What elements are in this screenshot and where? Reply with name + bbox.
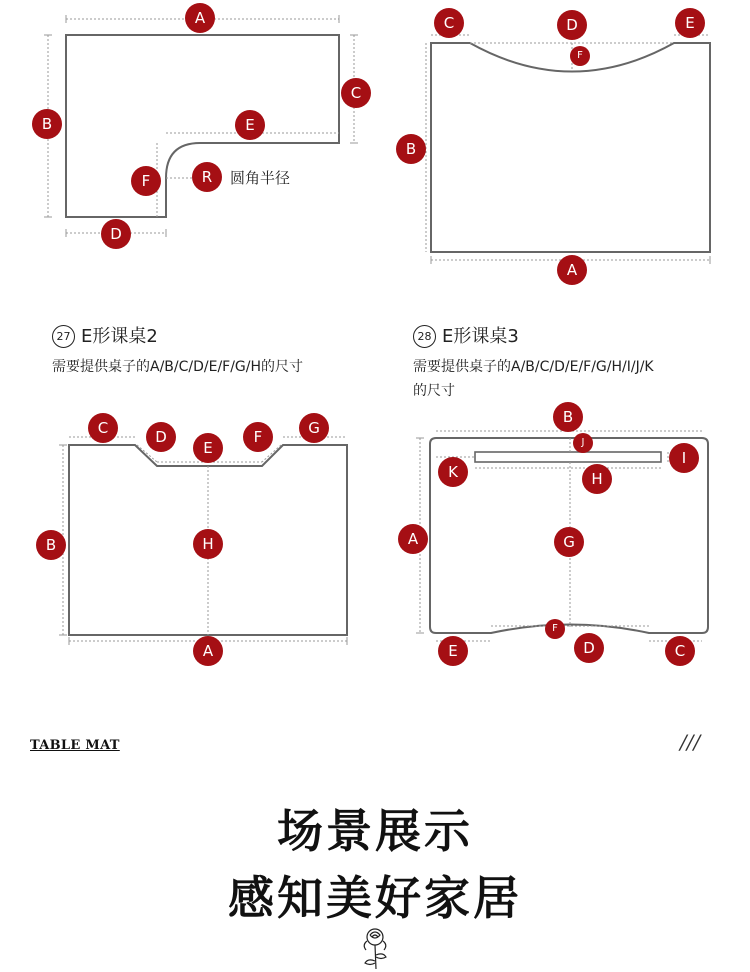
title-number: 27 [52, 325, 75, 348]
diagram-3-title [52, 322, 158, 348]
label-d: D [101, 219, 131, 249]
label-e: E [235, 110, 265, 140]
label-g: G [554, 527, 584, 557]
label-r: R [192, 162, 222, 192]
label-b: B [36, 530, 66, 560]
decorative-slashes: /// [680, 730, 701, 754]
label-e: E [438, 636, 468, 666]
concave-desk-outline [431, 43, 710, 252]
heading-line-1: 场景展示 [277, 804, 473, 858]
label-f: F [131, 166, 161, 196]
rose-sketch-icon [356, 923, 394, 971]
section-tag: TABLE MAT [30, 738, 120, 753]
label-b: B [553, 402, 583, 432]
label-i: I [669, 443, 699, 473]
label-c: C [665, 636, 695, 666]
label-e: E [193, 433, 223, 463]
label-j: J [573, 433, 593, 453]
label-g: G [299, 413, 329, 443]
label-a: A [398, 524, 428, 554]
label-a: A [185, 3, 215, 33]
label-e: E [675, 8, 705, 38]
e-desk-3-slot [475, 452, 661, 462]
diagram-4-description-line-2: 的尺寸 [413, 383, 455, 399]
diagram-4-title [413, 322, 519, 348]
label-d: D [574, 633, 604, 663]
label-h: H [193, 529, 223, 559]
label-k: K [438, 457, 468, 487]
label-c: C [341, 78, 371, 108]
label-h: H [582, 464, 612, 494]
label-f: F [243, 422, 273, 452]
radius-note: 圆角半径 [230, 169, 291, 187]
title-text: E形课桌3 [442, 326, 519, 347]
label-d: D [146, 422, 176, 452]
label-c: C [434, 8, 464, 38]
label-f: F [545, 619, 565, 639]
label-f: F [570, 46, 590, 66]
label-d: D [557, 10, 587, 40]
label-a: A [557, 255, 587, 285]
label-c: C [88, 413, 118, 443]
diagram-3-description: 需要提供桌子的A/B/C/D/E/F/G/H的尺寸 [52, 359, 304, 375]
label-b: B [396, 134, 426, 164]
diagram-4-description-line-1: 需要提供桌子的A/B/C/D/E/F/G/H/I/J/K [413, 359, 654, 375]
label-b: B [32, 109, 62, 139]
label-a: A [193, 636, 223, 666]
heading-line-2: 感知美好家居 [228, 871, 522, 925]
title-number: 28 [413, 325, 436, 348]
title-text: E形课桌2 [81, 326, 158, 347]
